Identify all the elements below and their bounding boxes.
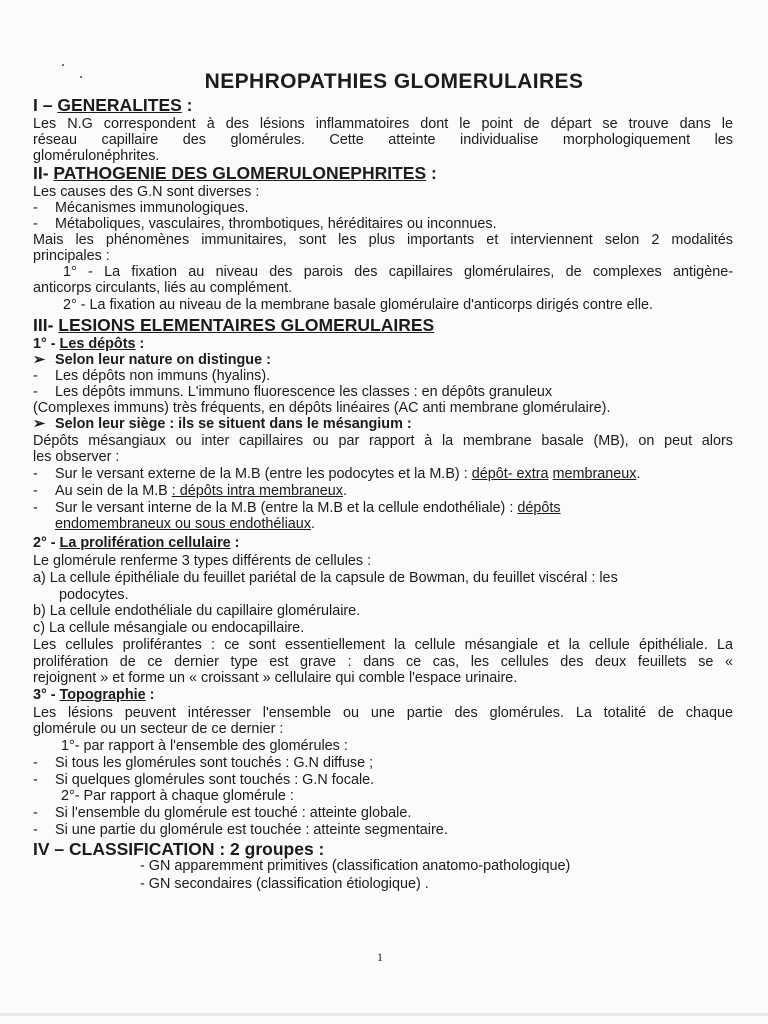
paragraph-line: glomérulonéphrites.	[33, 148, 160, 164]
paragraph-line: Les cellules proliférantes : ce sont essentiellement la cellule mésangiale et la cellule épithéliale. La	[33, 637, 733, 653]
paragraph-line: Les causes des G.N sont diverses :	[33, 184, 260, 200]
section-1-heading: I – GENERALITES :	[33, 95, 193, 115]
section-2-heading: II- PATHOGENIE DES GLOMERULONEPHRITES :	[33, 163, 437, 183]
subsection-heading: 3° - Topographie :	[33, 687, 155, 703]
paragraph-line: Dépôts mésangiaux ou inter capillaires ou par rapport à la membrane basale (MB), on peut alors	[33, 433, 733, 449]
paragraph-line: anticorps circulants, liés au complément.	[33, 280, 293, 296]
paragraph-line: podocytes.	[59, 587, 129, 603]
list-item: - Mécanismes immunologiques.	[33, 200, 249, 216]
subheading: ➢ Selon leur siège : ils se situent dans le mésangium :	[33, 416, 412, 432]
subsection-heading: 1° - Les dépôts :	[33, 336, 145, 352]
paragraph-line: prolifération de ce dernier type est grave : dans ce cas, les cellules des deux feuillets se «	[33, 654, 733, 670]
paragraph-line: 1°- par rapport à l'ensemble des glomérules :	[61, 738, 348, 754]
paragraph-line: Les N.G correspondent à des lésions inflammatoires dont le point de départ se trouve dans le	[33, 116, 733, 132]
list-item: b) La cellule endothéliale du capillaire glomérulaire.	[33, 603, 361, 619]
list-item: - Les dépôts immuns. L'immuno fluorescence les classes : en dépôts granuleux	[33, 384, 553, 400]
paragraph-line: glomérule ou un secteur de ce dernier :	[33, 721, 284, 737]
subheading: ➢ Selon leur nature on distingue :	[33, 352, 271, 368]
list-item: c) La cellule mésangiale ou endocapillaire.	[33, 620, 305, 636]
list-item: - Sur le versant externe de la M.B (entre les podocytes et la M.B) : dépôt- extra membraneux.	[33, 466, 641, 482]
paragraph-line: Le glomérule renferme 3 types différents de cellules :	[33, 553, 372, 569]
document-title: NEPHROPATHIES GLOMERULAIRES	[204, 70, 584, 93]
list-item: - Au sein de la M.B : dépôts intra membraneux.	[33, 483, 347, 499]
subsection-heading: 2° - La prolifération cellulaire :	[33, 535, 240, 551]
list-item: - Métaboliques, vasculaires, thrombotiques, héréditaires ou inconnues.	[33, 216, 497, 232]
paragraph-line: rejoignent » et forme un « croissant » cellulaire qui comble l'espace urinaire.	[33, 670, 518, 686]
list-item: - Si quelques glomérules sont touchés : G.N focale.	[33, 772, 375, 788]
paragraph-line: réseau capillaire des glomérules. Cette atteinte individualise morphologiquement les	[33, 132, 733, 148]
list-item: - Si l'ensemble du glomérule est touché : atteinte globale.	[33, 805, 412, 821]
page-number: 1	[377, 950, 383, 964]
paragraph-line: Mais les phénomènes immunitaires, sont les plus importants et interviennent selon 2 modalités	[33, 232, 733, 248]
paragraph-line: principales :	[33, 248, 110, 264]
section-4-heading: IV – CLASSIFICATION : 2 groupes :	[33, 839, 325, 859]
list-item: - GN apparemment primitives (classification anatomo-pathologique)	[140, 858, 571, 874]
scan-speck	[62, 64, 64, 66]
list-item: - Si une partie du glomérule est touchée : atteinte segmentaire.	[33, 822, 448, 838]
list-item: - Les dépôts non immuns (hyalins).	[33, 368, 271, 384]
paragraph-line: 1° - La fixation au niveau des parois des capillaires glomérulaires, de complexes antigène-	[63, 264, 733, 280]
list-item: - Si tous les glomérules sont touchés : G.N diffuse ;	[33, 755, 374, 771]
paragraph-line: les observer :	[33, 449, 120, 465]
list-item: - GN secondaires (classification étiologique) .	[140, 876, 429, 892]
paragraph-line: 2° - La fixation au niveau de la membrane basale glomérulaire d'anticorps dirigés contre elle.	[63, 297, 654, 313]
section-3-heading: III- LESIONS ELEMENTAIRES GLOMERULAIRES	[33, 315, 435, 335]
list-item: a) La cellule épithéliale du feuillet pariétal de la capsule de Bowman, du feuillet viscéral : les	[33, 570, 618, 586]
list-item: - Sur le versant interne de la M.B (entre la M.B et la cellule endothéliale) : dépôts	[33, 500, 561, 516]
paragraph-line: (Complexes immuns) très fréquents, en dépôts linéaires (AC anti membrane glomérulaire).	[33, 400, 611, 416]
paragraph-line: endomembraneux ou sous endothéliaux.	[55, 516, 316, 532]
paragraph-line: Les lésions peuvent intéresser l'ensemble ou une partie des glomérules. La totalité de chaque	[33, 705, 733, 721]
paragraph-line: 2°- Par rapport à chaque glomérule :	[61, 788, 294, 804]
